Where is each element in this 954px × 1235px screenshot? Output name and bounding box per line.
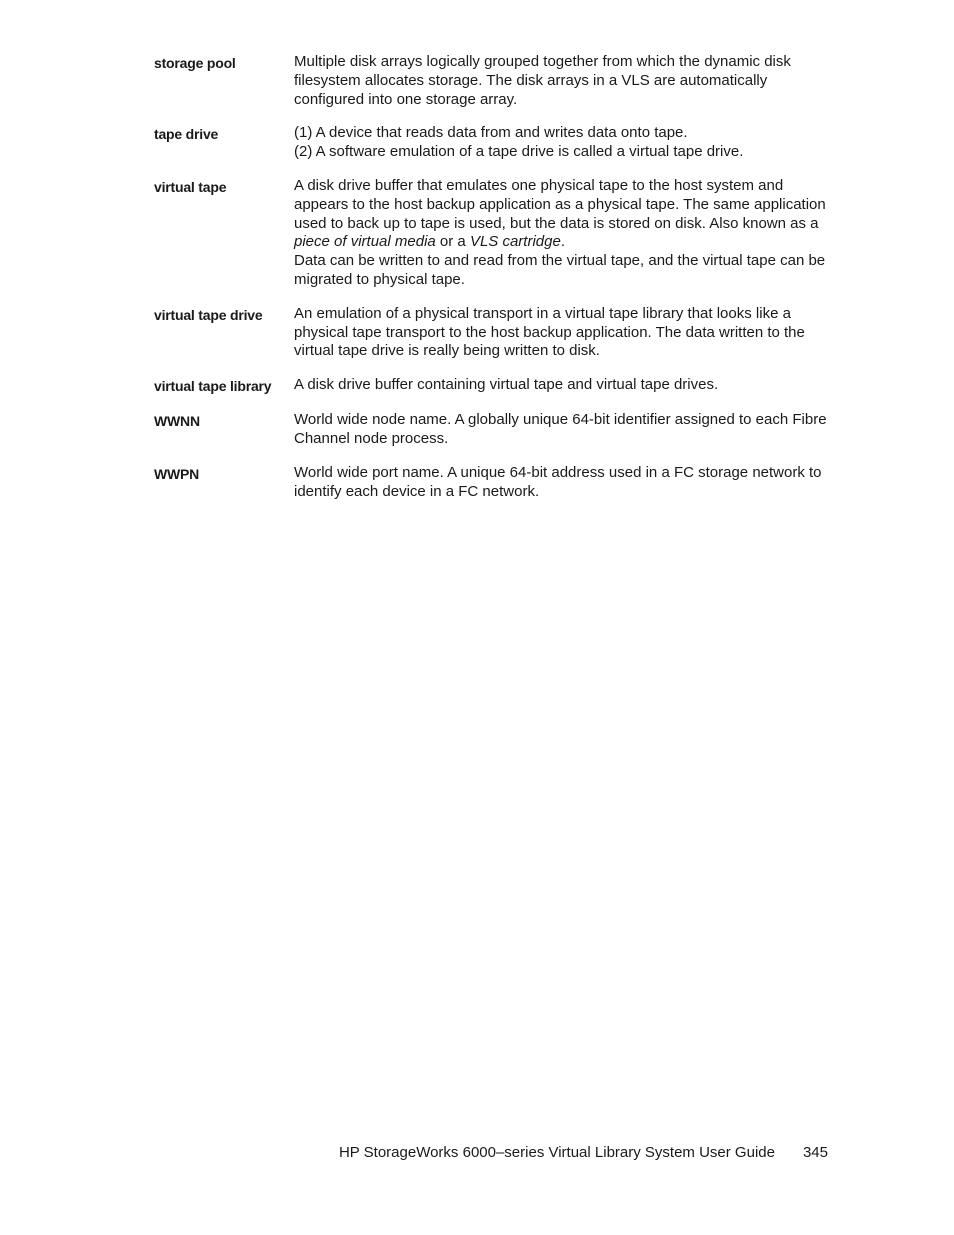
definition-text: Multiple disk arrays logically grouped together from which the dynamic disk filesystem allocates storage. The disk arrays in a VLS are automatically configured into one storage array. (294, 53, 791, 108)
definition-text: World wide port name. A unique 64-bit address used in a FC storage network to identify each device in a FC network. (294, 463, 822, 500)
glossary-definition (294, 305, 834, 361)
glossary-term: tape drive (154, 126, 219, 143)
glossary-definition (294, 411, 834, 449)
glossary-list (154, 53, 834, 516)
glossary-entry-virtual-tape-drive (154, 305, 834, 361)
definition-line: Data can be written to and read from the virtual tape, and the virtual tape can be migrated to physical tape. (294, 252, 826, 288)
glossary-definition (294, 124, 834, 162)
definition-text: . (560, 233, 565, 251)
glossary-definition (294, 464, 834, 502)
definition-emphasis: piece of virtual media (294, 233, 436, 251)
glossary-term: WWPN (154, 465, 200, 482)
definition-paragraph (294, 177, 834, 252)
glossary-entry-tape-drive (154, 124, 834, 162)
definition-emphasis: VLS cartridge (469, 233, 561, 251)
glossary-definition (294, 376, 834, 395)
glossary-entry-storage-pool (154, 53, 834, 109)
glossary-entry-virtual-tape (154, 177, 834, 290)
page-number: 345 (802, 1144, 828, 1161)
footer-title: HP StorageWorks 6000–series Virtual Library System User Guide (338, 1144, 775, 1161)
definition-text: A disk drive buffer that emulates one physical tape to the host system and appears to the host backup application as a physical tape. The same application used to back up to tape is used, but the data is stored on disk. Also known as a (294, 176, 826, 232)
glossary-definition (294, 53, 834, 109)
glossary-term: virtual tape library (154, 378, 272, 395)
glossary-entry-virtual-tape-library (154, 376, 834, 396)
glossary-term: storage pool (154, 55, 236, 71)
glossary-entry-wwpn (154, 464, 834, 502)
glossary-term: virtual tape (154, 178, 227, 195)
definition-line: (1) A device that reads data from and writes data onto tape. (294, 124, 688, 142)
glossary-definition (294, 177, 834, 290)
glossary-term: virtual tape drive (154, 306, 263, 323)
definition-text: A disk drive buffer containing virtual tape and virtual tape drives. (294, 376, 719, 394)
definition-line: (2) A software emulation of a tape drive is called a virtual tape drive. (294, 143, 744, 161)
definition-text: or a (435, 233, 470, 251)
definition-text: World wide node name. A globally unique 64-bit identifier assigned to each Fibre Channel node process. (294, 411, 827, 447)
glossary-entry-wwnn (154, 411, 834, 449)
definition-text: An emulation of a physical transport in a virtual tape library that looks like a physical tape transport to the host backup application. The data written to the virtual tape drive is really being written to disk. (294, 304, 805, 360)
page-footer (0, 1143, 828, 1163)
glossary-term: WWNN (154, 413, 200, 430)
